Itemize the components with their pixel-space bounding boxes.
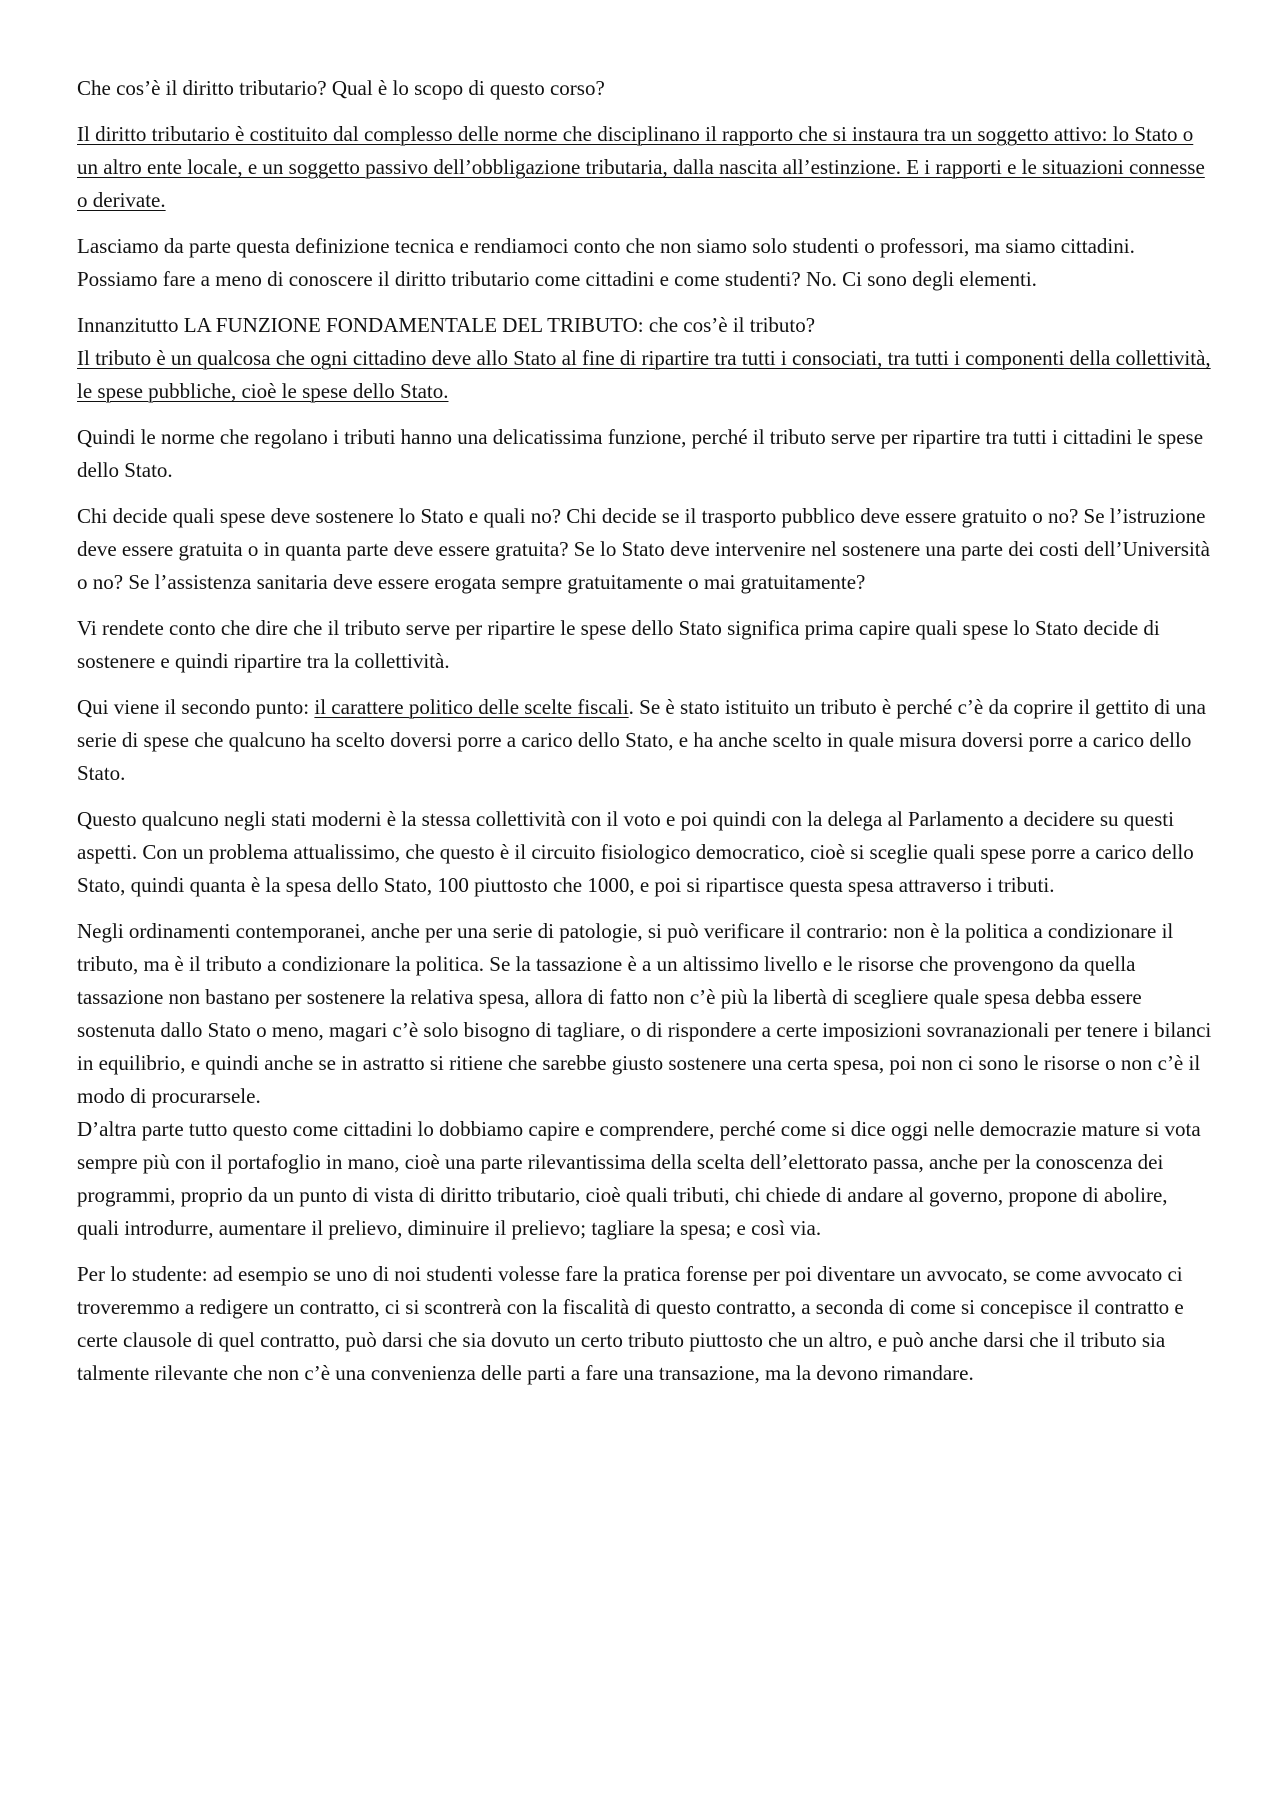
paragraph-contemporary-systems: Negli ordinamenti contemporanei, anche per una serie di patologie, si può verificare il contrario: non è la politica a condizionare il tributo, ma è il tributo a condizionare la politica. Se la tassazione è a un altissimo livello e le risorse che provengono da quella tassazione non bastano per sostenere la relativa spesa, allora di fatto non c’è più la libertà di scegliere quale spesa debba essere sostenuta dallo Stato o meno, magari c’è solo bisogno di tagliare, o di rispondere a certe imposizioni sovranazionali per tenere i bilanci in equilibrio, e quindi anche se in astratto si ritiene che sarebbe giusto sostenere una certa spesa, poi non ci sono le risorse o non c’è il modo di procurarsele. <box>77 919 1212 1108</box>
paragraph-fundamental-function: Innanzitutto LA FUNZIONE FONDAMENTALE DEL TRIBUTO: che cos’è il tributo? <box>77 313 816 337</box>
political-pre: Qui viene il secondo punto: <box>77 695 315 719</box>
paragraph-definition: Il diritto tributario è costituito dal complesso delle norme che disciplinano il rapporto che si instaura tra un soggetto attivo: lo Stato o un altro ente locale, e un soggetto passivo dell’obbligazione tributaria, dalla nascita all’estinzione. E i rapporti e le situazioni connesse o derivate. <box>77 122 1205 212</box>
paragraph-question: Che cos’è il diritto tributario? Qual è lo scopo di questo corso? <box>77 76 605 100</box>
paragraph-student: Per lo studente: ad esempio se uno di noi studenti volesse fare la pratica forense per poi diventare un avvocato, se come avvocato ci troveremmo a redigere un contratto, ci si scontrerà con la fiscalità di questo contratto, a seconda di come si concepisce il contratto e certe clausole di quel contratto, può darsi che sia dovuto un certo tributo piuttosto che un altro, e può anche darsi che il tributo sia talmente rilevante che non c’è una convenienza delle parti a fare una transazione, ma la devono rimandare. <box>77 1262 1184 1385</box>
paragraph-political-character <box>77 691 1213 790</box>
political-underlined: il carattere politico delle scelte fiscali <box>314 695 629 719</box>
paragraph-who-decides: Chi decide quali spese deve sostenere lo Stato e quali no? Chi decide se il trasporto pubblico deve essere gratuito o no? Se l’istruzione deve essere gratuita o in quanta parte deve essere gratuita? Se lo Stato deve intervenire nel sostenere una parte dei costi dell’Università o no? Se l’assistenza sanitaria deve essere erogata sempre gratuitamente o mai gratuitamente? <box>77 504 1210 594</box>
paragraph-realize: Vi rendete conto che dire che il tributo serve per ripartire le spese dello Stato significa prima capire quali spese lo Stato decide di sostenere e quindi ripartire tra la collettività. <box>77 616 1160 673</box>
document-page <box>77 72 1213 1403</box>
paragraph-on-the-other-hand: D’altra parte tutto questo come cittadini lo dobbiamo capire e comprendere, perché come si dice oggi nelle democrazie mature si vota sempre più con il portafoglio in mano, cioè una parte rilevantissima della scelta dell’elettorato passa, anche per la conoscenza dei programmi, proprio da un punto di vista di diritto tributario, cioè quali tributi, chi chiede di andare al governo, propone di abolire, quali introdurre, aumentare il prelievo, diminuire il prelievo; tagliare la spesa; e così via. <box>77 1117 1201 1240</box>
paragraph-norms-function: Quindi le norme che regolano i tributi hanno una delicatissima funzione, perché il tributo serve per ripartire tra tutti i cittadini le spese dello Stato. <box>77 425 1204 482</box>
political-post: . Se è stato istituito un tributo è perché c’è da coprire il gettito di una serie di spese che qualcuno ha scelto doversi porre a carico dello Stato, e ha anche scelto in quale misura doversi porre a carico dello Stato. <box>77 695 1206 785</box>
paragraph-tribute-definition: Il tributo è un qualcosa che ogni cittadino deve allo Stato al fine di ripartire tra tutti i consociati, tra tutti i componenti della collettività, le spese pubbliche, cioè le spese dello Stato. <box>77 346 1211 403</box>
paragraph-modern-states: Questo qualcuno negli stati moderni è la stessa collettività con il voto e poi quindi con la delega al Parlamento a decidere su questi aspetti. Con un problema attualissimo, che questo è il circuito fisiologico democratico, cioè si sceglie quali spese porre a carico dello Stato, quindi quanta è la spesa dello Stato, 100 piuttosto che 1000, e poi si ripartisce questa spesa attraverso i tributi. <box>77 807 1194 897</box>
paragraph-citizens: Lasciamo da parte questa definizione tecnica e rendiamoci conto che non siamo solo studenti o professori, ma siamo cittadini. Possiamo fare a meno di conoscere il diritto tributario come cittadini e come studenti? No. Ci sono degli elementi. <box>77 234 1135 291</box>
